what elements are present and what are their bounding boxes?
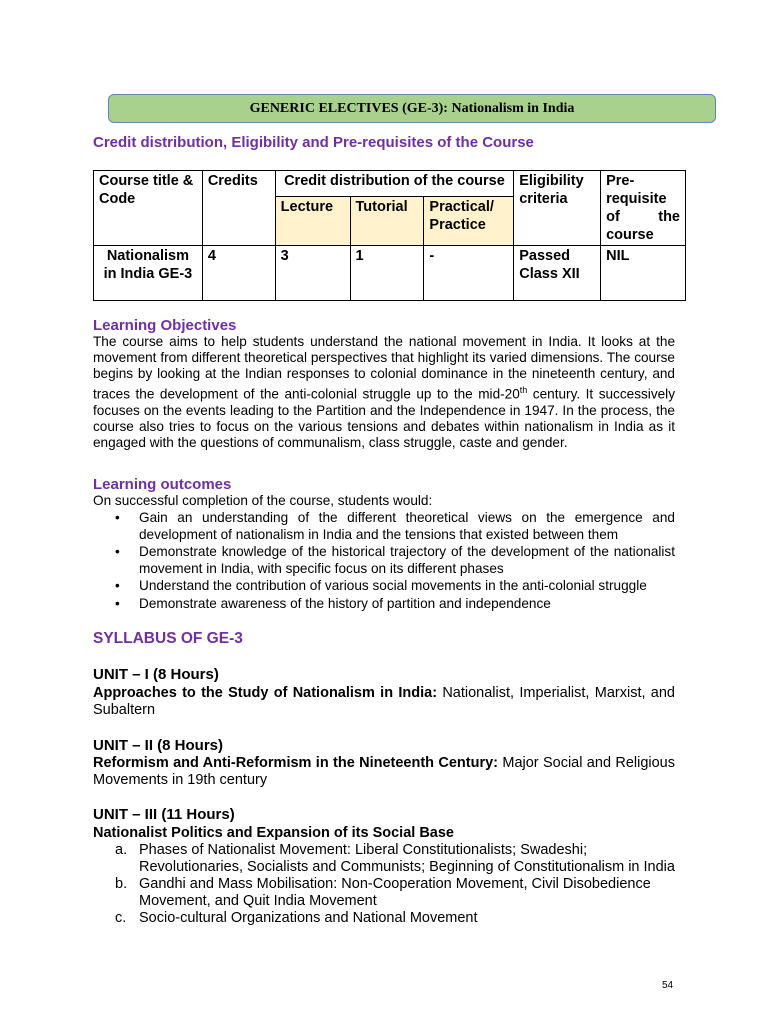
unit-1-title: UNIT – I (8 Hours) — [93, 666, 219, 683]
cell-prerequisite: NIL — [601, 246, 686, 301]
cell-credits: 4 — [202, 246, 275, 301]
credit-table — [93, 170, 686, 301]
course-banner — [108, 94, 716, 123]
unit-1-text: Nationalist, Imperialist, Marxist, and Subaltern — [93, 685, 675, 718]
list-marker: a. — [115, 842, 128, 858]
learning-outcomes-list — [93, 510, 675, 613]
unit-2-text: Major Social and Religious Movements in 19th century — [93, 755, 675, 788]
list-item — [93, 596, 675, 613]
unit-3-topics-list — [93, 842, 675, 927]
unit-3-body — [93, 825, 675, 842]
header-tutorial: Tutorial — [350, 197, 424, 246]
unit-2-title: UNIT – II (8 Hours) — [93, 737, 224, 754]
outcome-text: Gain an understanding of the different theoretical views on the emergence and development of nationalism in India and the tensions that existed between them — [139, 510, 675, 542]
outcome-text: Demonstrate knowledge of the historical trajectory of the development of the nationalist movement in India, with specific focus on its different phases — [139, 544, 675, 576]
bullet-icon: • — [115, 544, 120, 559]
learning-objectives-heading: Learning Objectives — [93, 317, 237, 334]
page-number: 54 — [662, 980, 674, 991]
header-prerequisite: Pre-requisite of the course — [601, 171, 686, 246]
objectives-superscript: th — [519, 385, 528, 395]
cell-course: Nationalism in India GE-3 — [94, 246, 203, 301]
header-lecture: Lecture — [275, 197, 350, 246]
objectives-text-part-1: The course aims to help students understand the national movement in India. It looks at the movement from different theoretical perspectives that highlight its varied dimensions. The course begins by looking at the Indian responses to colonial dominance in the nineteenth century, and traces the development of the anti-colonial struggle up to the mid-20 — [93, 334, 675, 402]
cell-practical: - — [424, 246, 514, 301]
learning-outcomes-heading: Learning outcomes — [93, 476, 232, 493]
credit-heading: Credit distribution, Eligibility and Pre-requisites of the Course — [93, 134, 534, 151]
list-item — [93, 578, 675, 595]
syllabus-heading: SYLLABUS OF GE-3 — [93, 630, 243, 647]
header-course-title: Course title & Code — [94, 171, 203, 246]
topic-text: Gandhi and Mass Mobilisation: Non-Cooperation Movement, Civil Disobedience Movement, and Quit India Movement — [139, 876, 651, 909]
outcome-text: Demonstrate awareness of the history of partition and independence — [139, 595, 551, 611]
header-practical: Practical/ Practice — [424, 197, 514, 246]
header-credits: Credits — [202, 171, 275, 246]
unit-3-title: UNIT – III (11 Hours) — [93, 806, 235, 823]
unit-3-topic: Nationalist Politics and Expansion of its Social Base — [93, 825, 454, 841]
objectives-text-part-2: century. It successively focuses on the events leading to the Partition and the Independence in 1947. In the process, the course also tries to focus on the various tensions and debates within nationalism in India as it engaged with the questions of communalism, class struggle, caste and gender. — [93, 386, 675, 450]
cell-lecture: 3 — [275, 246, 350, 301]
unit-1-body — [93, 685, 675, 719]
bullet-icon: • — [115, 578, 120, 593]
course-banner-title: GENERIC ELECTIVES (GE-3): Nationalism in India — [249, 100, 575, 116]
learning-outcomes-intro: On successful completion of the course, students would: — [93, 493, 433, 508]
list-item — [93, 876, 675, 910]
list-item — [93, 842, 675, 876]
header-eligibility: Eligibility criteria — [514, 171, 601, 246]
learning-objectives-text — [93, 334, 675, 451]
unit-1-topic: Approaches to the Study of Nationalism in India: — [93, 685, 438, 701]
list-item — [93, 544, 675, 577]
topic-text: Socio-cultural Organizations and National Movement — [139, 910, 478, 926]
bullet-icon: • — [115, 510, 120, 525]
list-marker: b. — [115, 876, 128, 892]
list-item — [93, 510, 675, 543]
header-credit-distribution: Credit distribution of the course — [275, 171, 514, 197]
list-marker: c. — [115, 910, 127, 926]
cell-tutorial: 1 — [350, 246, 424, 301]
list-item — [93, 910, 675, 927]
bullet-icon: • — [115, 595, 120, 611]
outcome-text: Understand the contribution of various social movements in the anti-colonial struggle — [139, 578, 647, 593]
unit-2-topic: Reformism and Anti-Reformism in the Nineteenth Century: — [93, 755, 499, 771]
cell-eligibility: Passed Class XII — [514, 246, 601, 301]
topic-text: Phases of Nationalist Movement: Liberal Constitutionalists; Swadeshi; Revolutionaries, Socialists and Communists; Beginning of Constitutionalism in India — [139, 842, 675, 875]
unit-2-body — [93, 755, 675, 789]
table-row — [94, 246, 686, 301]
